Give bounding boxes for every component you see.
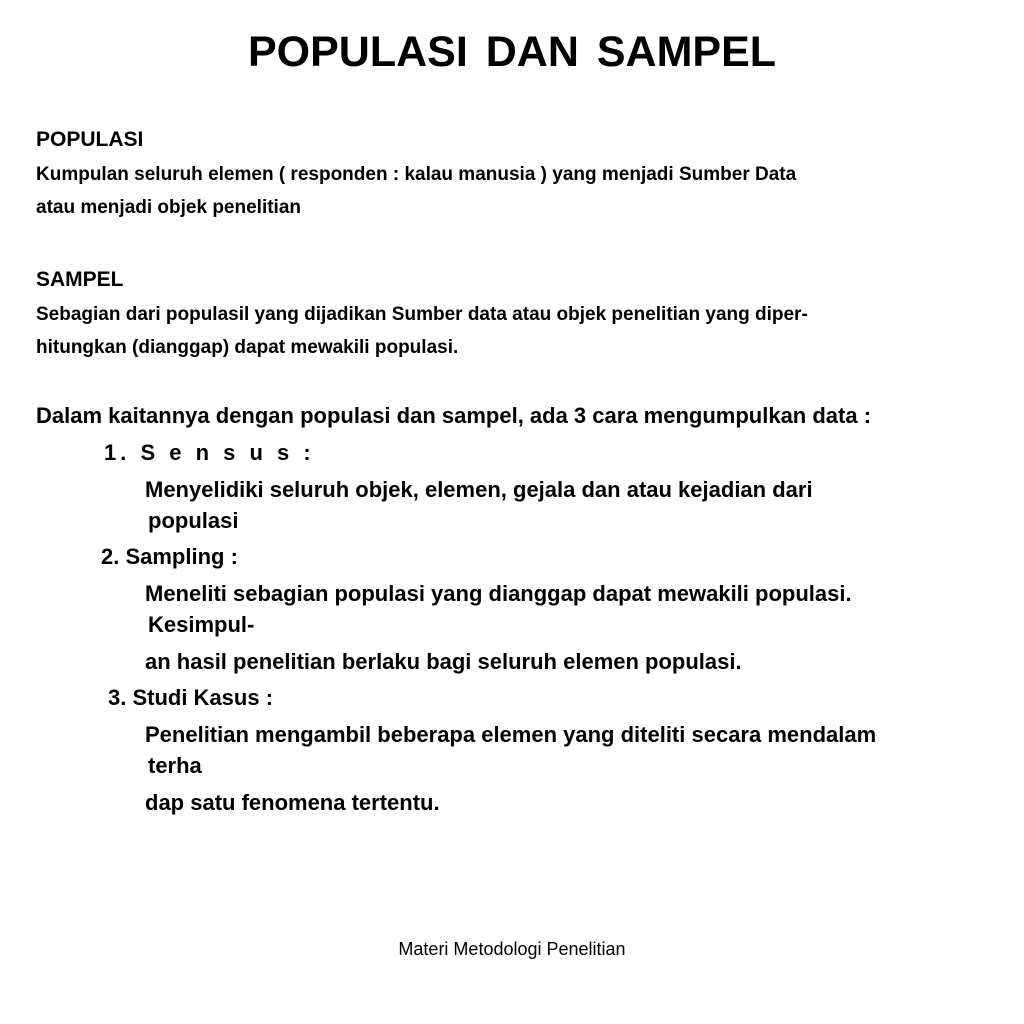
sampel-definition-line-2: hitungkan (dianggap) dapat mewakili populasi. <box>36 337 459 358</box>
method-sampling-line-3: an hasil penelitian berlaku bagi seluruh elemen populasi. <box>145 649 742 674</box>
method-label-sampling: 2. Sampling : <box>101 544 238 569</box>
populasi-heading: POPULASI <box>36 128 144 151</box>
intro-text: Dalam kaitannya dengan populasi dan sampel, ada 3 cara mengumpulkan data : <box>36 403 872 428</box>
page-title: POPULASI DAN SAMPEL <box>247 28 777 76</box>
method-label-sensus: 1. S e n s u s : <box>104 440 315 465</box>
method-studi-kasus-line-1: Penelitian mengambil beberapa elemen yang diteliti secara mendalam <box>145 722 877 747</box>
method-label-studi-kasus: 3. Studi Kasus : <box>108 685 274 710</box>
method-studi-kasus-line-3: dap satu fenomena tertentu. <box>145 790 440 815</box>
sampel-heading: SAMPEL <box>36 268 124 291</box>
sampel-definition-line-1: Sebagian dari populasil yang dijadikan Sumber data atau objek penelitian yang diper- <box>36 304 808 325</box>
populasi-definition-line-2: atau menjadi objek penelitian <box>36 197 302 218</box>
method-sensus-line-2: populasi <box>148 508 239 533</box>
method-studi-kasus-line-2: terha <box>148 753 202 778</box>
footer-text: Materi Metodologi Penelitian <box>398 939 626 959</box>
method-sampling-line-1: Meneliti sebagian populasi yang dianggap dapat mewakili populasi. <box>145 581 852 606</box>
method-sampling-line-2: Kesimpul- <box>148 612 255 637</box>
populasi-definition-line-1: Kumpulan seluruh elemen ( responden : kalau manusia ) yang menjadi Sumber Data <box>36 164 797 185</box>
method-sensus-line-1: Menyelidiki seluruh objek, elemen, gejala dan atau kejadian dari <box>145 477 813 502</box>
